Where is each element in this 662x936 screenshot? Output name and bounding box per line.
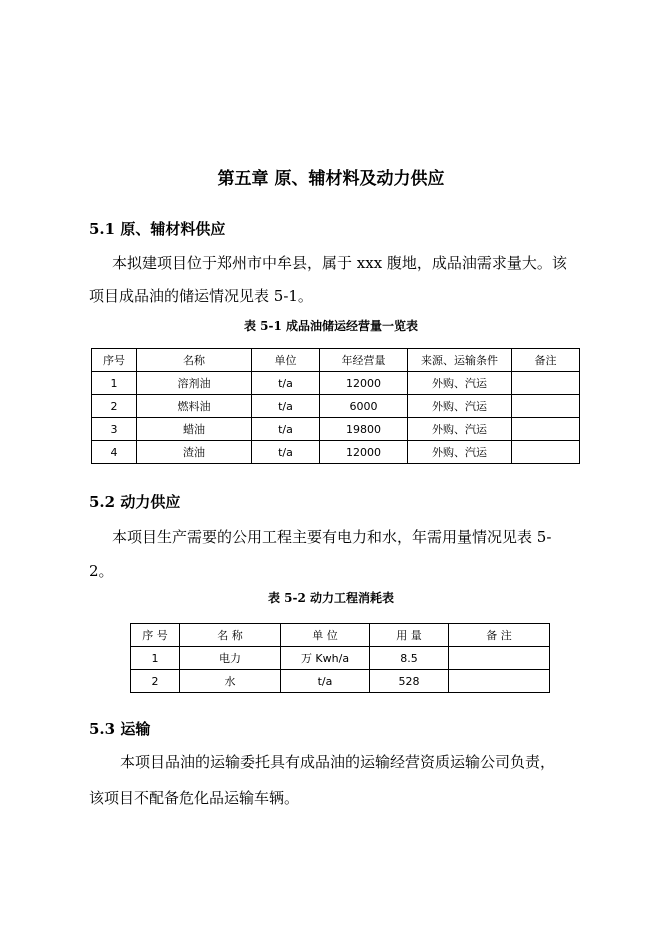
column-header: 年经营量 — [320, 349, 408, 372]
table-cell: t/a — [252, 441, 320, 464]
table-5-1-caption: 表 5-1 成品油储运经营量一览表 — [243, 319, 419, 333]
table-cell — [449, 670, 550, 693]
table-cell: 6000 — [320, 395, 408, 418]
table-5-1 — [91, 348, 580, 464]
table-cell: 8.5 — [370, 647, 449, 670]
table-cell — [512, 372, 580, 395]
table-cell: 3 — [92, 418, 137, 441]
section-5-1-paragraph-line-1: 本拟建项目位于郑州市中牟县，属于 xxx 腹地，成品油需求量大。该 — [112, 254, 567, 272]
table-cell: 1 — [92, 372, 137, 395]
table-cell: 4 — [92, 441, 137, 464]
column-header: 备 注 — [449, 624, 550, 647]
table-cell — [449, 647, 550, 670]
section-5-3-paragraph-line-2: 该项目不配备危化品运输车辆。 — [89, 789, 300, 807]
section-5-3-heading: 5.3 运输 — [89, 720, 151, 738]
column-header: 备注 — [512, 349, 580, 372]
table-cell: 水 — [180, 670, 281, 693]
table-cell: t/a — [281, 670, 370, 693]
section-5-3-paragraph-line-1: 本项目品油的运输委托具有成品油的运输经营资质运输公司负责， — [120, 753, 556, 771]
table-row — [131, 647, 550, 670]
table-header-row — [92, 349, 580, 372]
table-cell — [512, 418, 580, 441]
table-cell: 1 — [131, 647, 180, 670]
table-cell — [512, 395, 580, 418]
table-cell: t/a — [252, 395, 320, 418]
table-cell: 万 Kwh/a — [281, 647, 370, 670]
column-header: 用 量 — [370, 624, 449, 647]
table-cell: 外购、汽运 — [408, 441, 512, 464]
table-cell: t/a — [252, 418, 320, 441]
table-cell: 蜡油 — [137, 418, 252, 441]
table-5-2 — [130, 623, 550, 693]
table-cell: 燃料油 — [137, 395, 252, 418]
table-cell: 2 — [92, 395, 137, 418]
table-row — [92, 441, 580, 464]
table-cell: 19800 — [320, 418, 408, 441]
section-5-2-paragraph-line-2: 2。 — [89, 562, 114, 580]
column-header: 名 称 — [180, 624, 281, 647]
table-cell: 电力 — [180, 647, 281, 670]
column-header: 来源、运输条件 — [408, 349, 512, 372]
table-row — [92, 395, 580, 418]
column-header: 单 位 — [281, 624, 370, 647]
column-header: 序 号 — [131, 624, 180, 647]
table-row — [92, 372, 580, 395]
table-cell: 外购、汽运 — [408, 395, 512, 418]
section-5-1-heading: 5.1 原、辅材料供应 — [89, 220, 226, 238]
column-header: 名称 — [137, 349, 252, 372]
table-cell: 溶剂油 — [137, 372, 252, 395]
table-cell: t/a — [252, 372, 320, 395]
table-cell: 2 — [131, 670, 180, 693]
table-row — [131, 670, 550, 693]
table-cell — [512, 441, 580, 464]
chapter-title: 第五章 原、辅材料及动力供应 — [217, 169, 445, 189]
section-5-2-heading: 5.2 动力供应 — [89, 493, 181, 511]
table-cell: 12000 — [320, 441, 408, 464]
table-cell: 渣油 — [137, 441, 252, 464]
section-5-1-paragraph-line-2: 项目成品油的储运情况见表 5-1。 — [89, 287, 313, 305]
table-5-2-caption: 表 5-2 动力工程消耗表 — [267, 591, 395, 605]
table-cell: 528 — [370, 670, 449, 693]
section-5-2-paragraph-line-1: 本项目生产需要的公用工程主要有电力和水，年需用量情况见表 5- — [112, 528, 552, 546]
table-header-row — [131, 624, 550, 647]
table-cell: 外购、汽运 — [408, 418, 512, 441]
table-cell: 12000 — [320, 372, 408, 395]
column-header: 序号 — [92, 349, 137, 372]
table-cell: 外购、汽运 — [408, 372, 512, 395]
column-header: 单位 — [252, 349, 320, 372]
table-row — [92, 418, 580, 441]
